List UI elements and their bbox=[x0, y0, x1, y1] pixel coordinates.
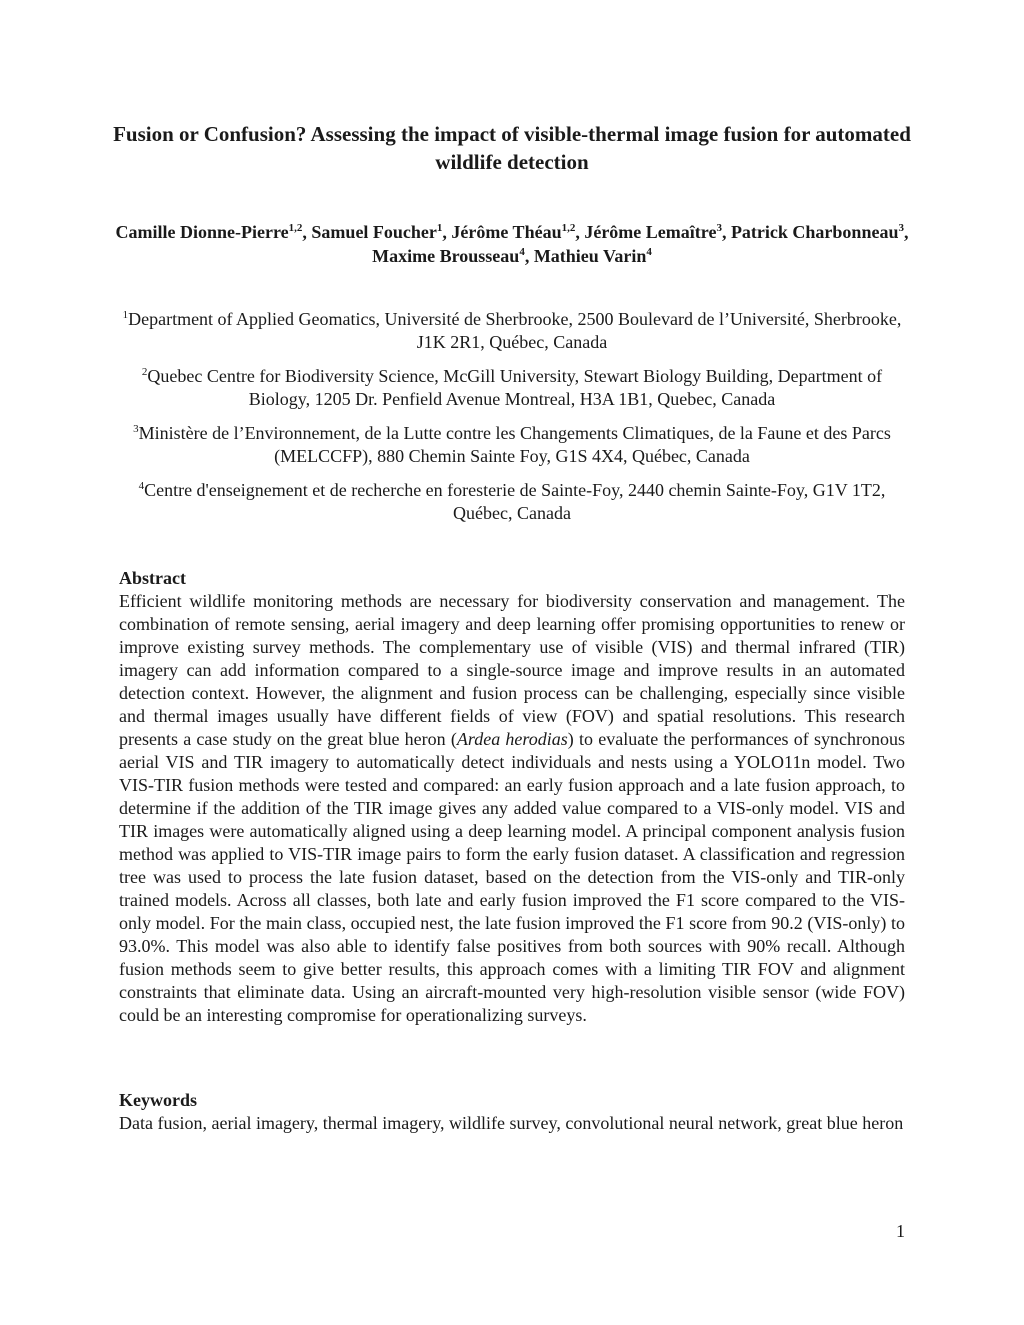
affiliation bbox=[110, 479, 914, 525]
paper-title: Fusion or Confusion? Assessing the impact of visible-thermal image fusion for automated wildlife detection bbox=[113, 122, 911, 174]
author-name: Maxime Brousseau bbox=[372, 246, 520, 266]
affiliation bbox=[110, 308, 914, 354]
affiliation-number: 4 bbox=[138, 480, 145, 492]
affiliation-number: 2 bbox=[141, 366, 148, 378]
author-name: Samuel Foucher bbox=[311, 222, 437, 242]
abstract-text-part: ) to evaluate the performances of synchronous aerial VIS and TIR imagery to automatically detect individuals and nests using a YOLO11n model. Two VIS-TIR fusion methods were tested and compared: an early fusion approach and a late fusion approach, to determine if the addition of the TIR image gives any added value compared to a VIS-only model. VIS and TIR images were automatically aligned using a deep learning model. A principal component analysis fusion method was applied to VIS-TIR image pairs to form the early fusion dataset. A classification and regression tree was used to process the late fusion dataset, based on the detection from the VIS-only and TIR-only trained models. Across all classes, both late and early fusion improved the F1 score compared to the VIS-only model. For the main class, occupied nest, the late fusion improved the F1 score from 90.2 (VIS-only) to 93.0%. This model was also able to identify false positives from both sources with 90% recall. Although fusion methods seem to give better results, this approach comes with a limiting TIR FOV and alignment constraints that eliminate data. Using an aircraft-mounted very high-resolution visible sensor (wide FOV) could be an interesting compromise for operationalizing surveys. bbox=[119, 729, 905, 1025]
keywords-section bbox=[119, 1089, 905, 1135]
author-affiliation-marker: 1,2 bbox=[561, 222, 576, 234]
author-name: Mathieu Varin bbox=[533, 246, 647, 266]
affiliation bbox=[110, 422, 914, 468]
keywords-heading: Keywords bbox=[119, 1090, 197, 1110]
author-name: Jérôme Théau bbox=[451, 222, 562, 242]
page-number: 1 bbox=[896, 1221, 905, 1241]
affiliation-number: 1 bbox=[122, 309, 129, 321]
keywords-text: Data fusion, aerial imagery, thermal imagery, wildlife survey, convolutional neural network, great blue heron bbox=[119, 1113, 904, 1133]
species-name: Ardea herodias bbox=[456, 729, 568, 749]
author-name: Camille Dionne-Pierre bbox=[115, 222, 289, 242]
author-list: Camille Dionne-Pierre$^{1,2}$, Samuel Foucher$^1$, Jérôme Théau$^{1,2}$, Jérôme Lemaître$^3$, Patrick Charbonneau$^3$, Maxime Brousseau$^4$, Mathieu Varin$^4$ bbox=[115, 222, 909, 266]
affiliation-text: Quebec Centre for Biodiversity Science, McGill University, Stewart Biology Building, Department of Biology, 1205 Dr. Penfield Avenue Montreal, H3A 1B1, Quebec, Canada bbox=[147, 366, 883, 409]
affiliation-list bbox=[110, 308, 914, 536]
affiliation-text: Department of Applied Geomatics, Université de Sherbrooke, 2500 Boulevard de l’Université, Sherbrooke, J1K 2R1, Québec, Canada bbox=[128, 309, 902, 352]
affiliation-number: 3 bbox=[133, 423, 139, 435]
author-affiliation-marker: 3 bbox=[716, 222, 722, 234]
abstract-text bbox=[119, 590, 905, 1027]
abstract-section bbox=[119, 567, 905, 1027]
affiliation-text: Ministère de l’Environnement, de la Lutte contre les Changements Climatiques, de la Faune et des Parcs (MELCCFP), 880 Chemin Sainte Foy, G1S 4X4, Québec, Canada bbox=[138, 423, 891, 466]
author-name: Patrick Charbonneau bbox=[730, 222, 899, 242]
author-affiliation-marker: 1,2 bbox=[288, 222, 303, 234]
abstract-heading: Abstract bbox=[119, 568, 186, 588]
author-affiliation-marker: 1 bbox=[436, 222, 443, 234]
affiliation bbox=[110, 365, 914, 411]
author-affiliation-marker: 3 bbox=[898, 222, 904, 234]
author-name: Jérôme Lemaître bbox=[584, 222, 717, 242]
author-affiliation-marker: 4 bbox=[519, 246, 525, 258]
affiliation-text: Centre d'enseignement et de recherche en foresterie de Sainte-Foy, 2440 chemin Sainte-Foy, G1V 1T2, Québec, Canada bbox=[144, 480, 886, 523]
abstract-text-part: Efficient wildlife monitoring methods are necessary for biodiversity conservation and management. The combination of remote sensing, aerial imagery and deep learning offer promising opportunities to renew or improve existing survey methods. The complementary use of visible (VIS) and thermal infrared (TIR) imagery can add information compared to a single-source image and improve results in an automated detection context. However, the alignment and fusion process can be challenging, especially since visible and thermal images usually have different fields of view (FOV) and spatial resolutions. This research presents a case study on the great blue heron ( bbox=[119, 591, 905, 749]
author-affiliation-marker: 4 bbox=[646, 246, 652, 258]
